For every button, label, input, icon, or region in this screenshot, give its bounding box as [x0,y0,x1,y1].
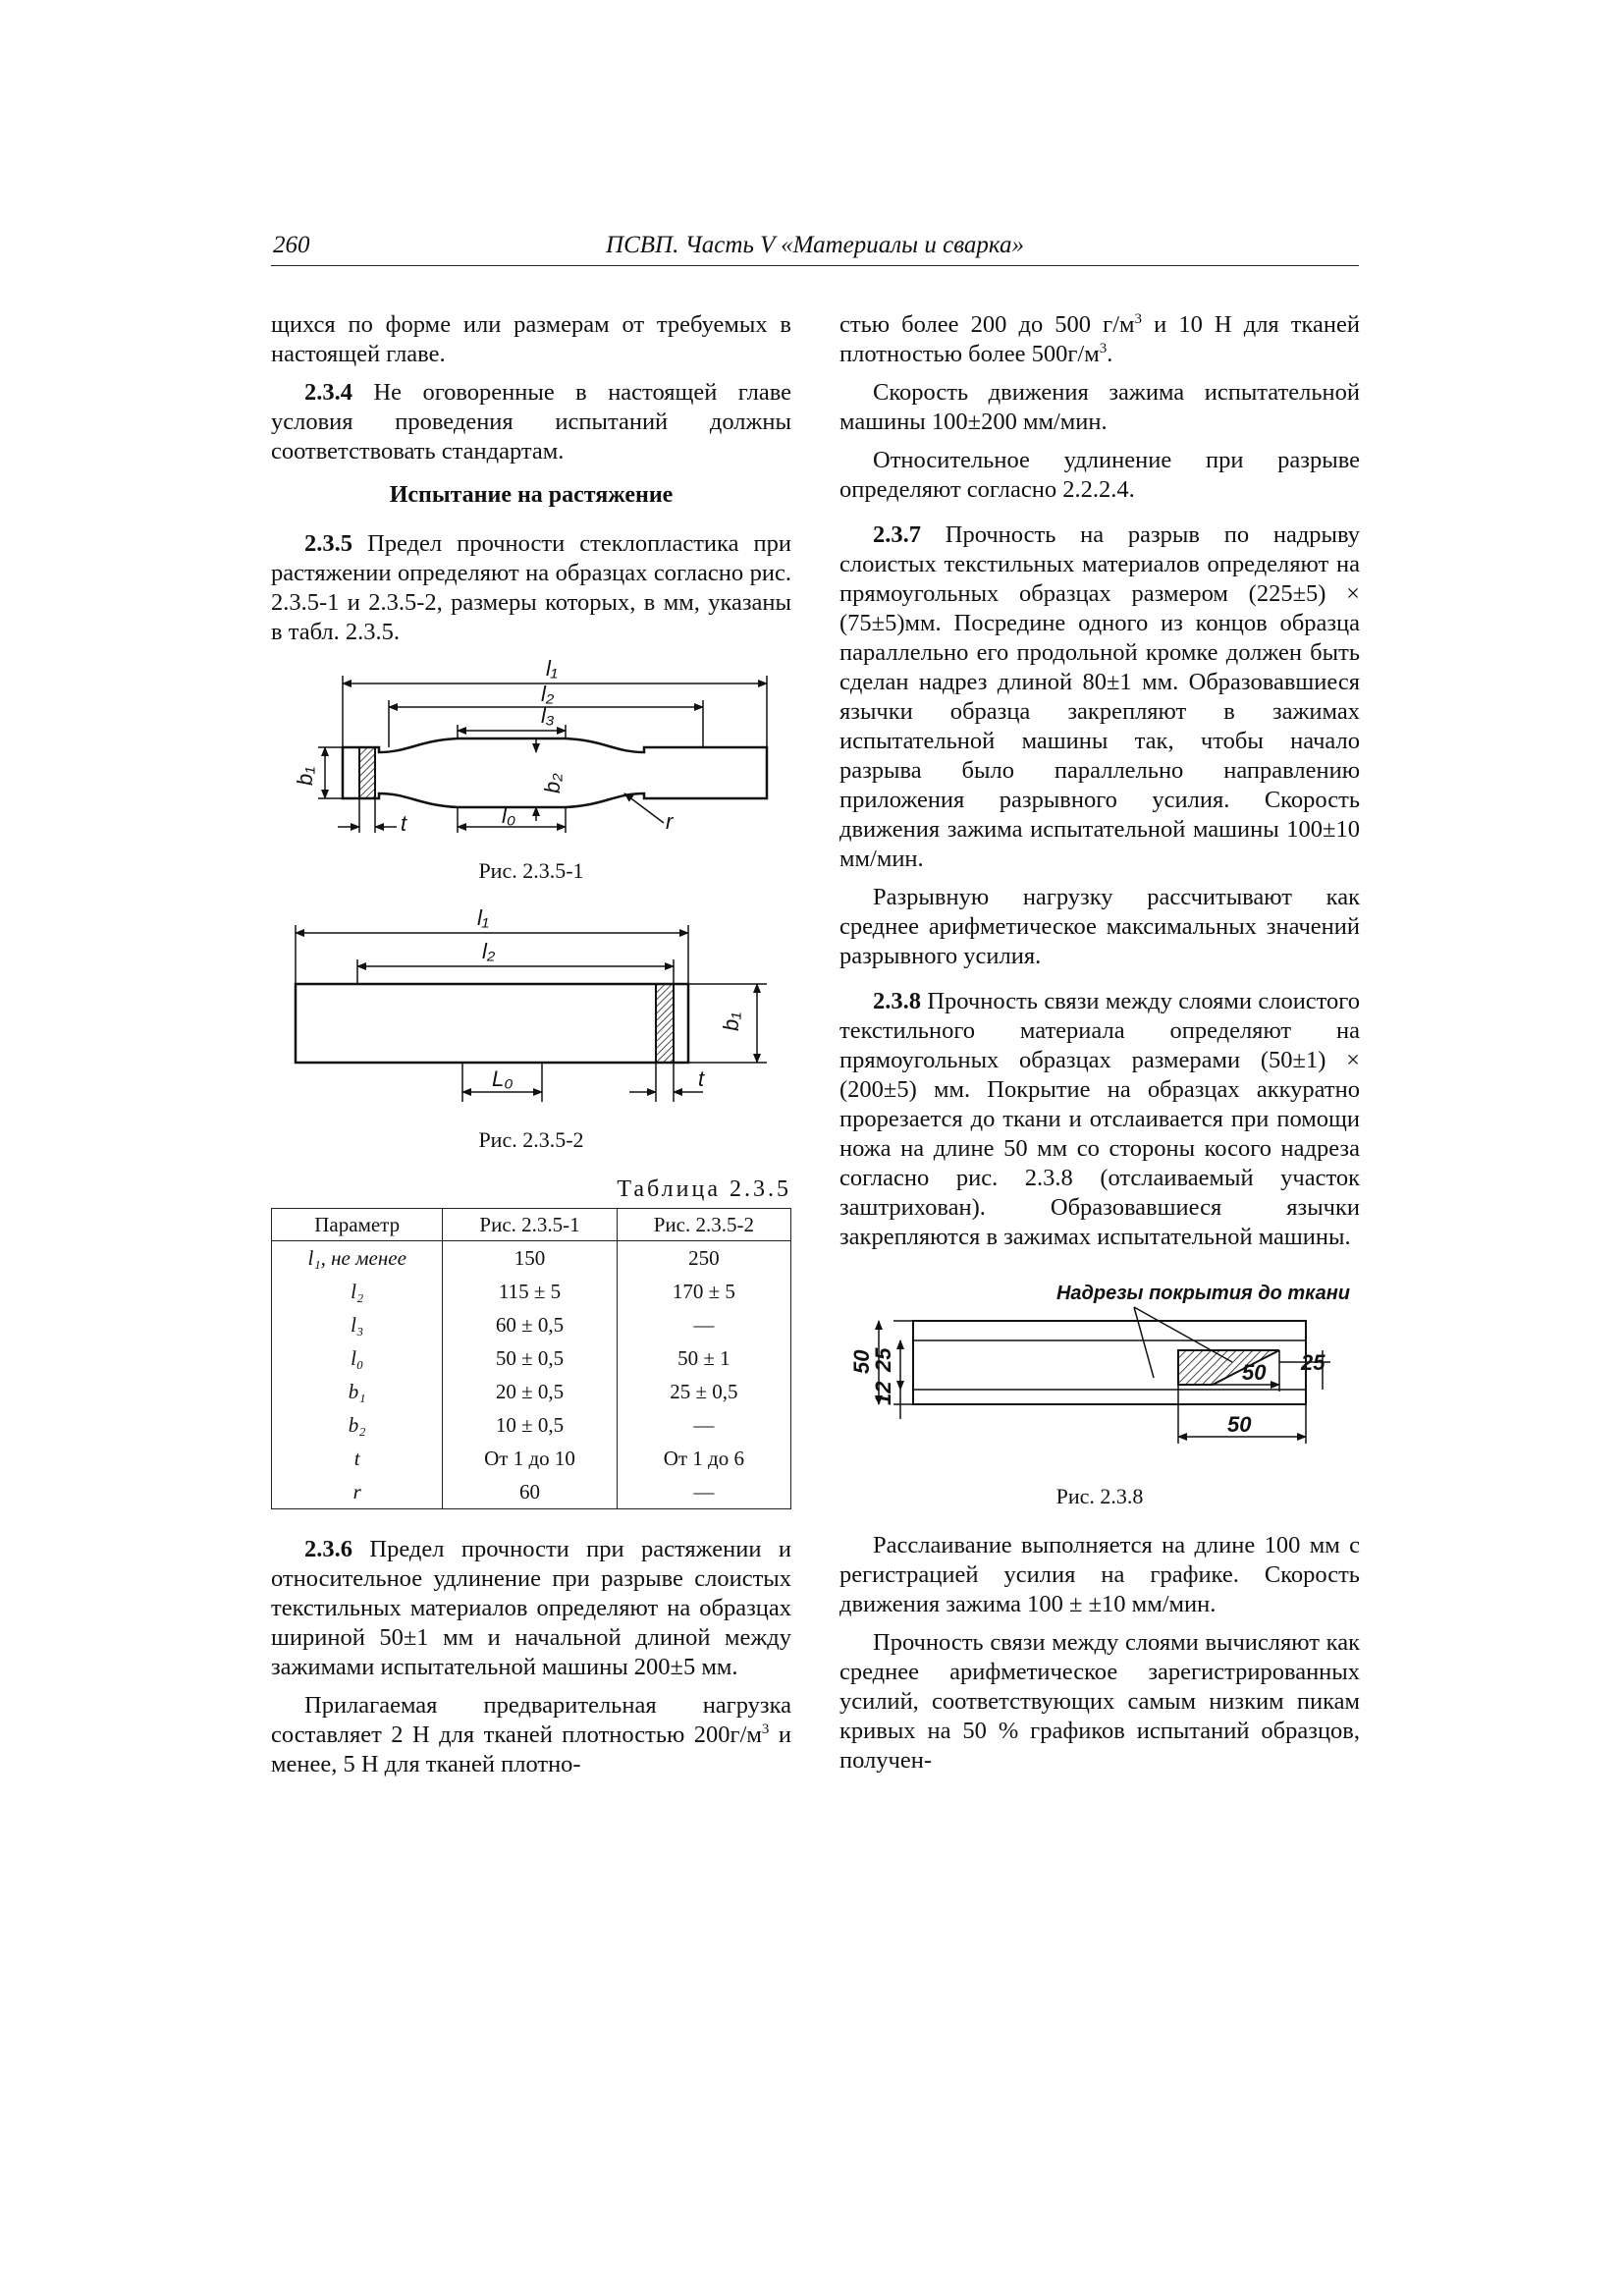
dim-50-vertical: 50 [849,1349,874,1374]
paragraph-2-3-7: 2.3.7 Прочность на разрыв по надрыву слоистых текстильных материалов определяют на прямоугольных образцах размером (225±5) × (75±5)мм. Посредине одного из концов образца параллельно его продольной кромке должен быть сделан надрез длиной 80±1 мм. Образовавшиеся язычки образца закрепляют в зажимах испытательной машины так, чтобы начало разрыва было параллельно направлению приложения разрывного усилия. Скорость движения зажима испытательной машины 100±10 мм/мин. [839,521,1360,872]
table-row: r 60 — [272,1475,791,1509]
paragraph: стью более 200 до 500 $г/м^3$ и 10 Н для тканей плотностью более $500г/м^3$. [839,310,1360,367]
dim-50-cut: 50 [1242,1360,1267,1385]
dim-25-vertical: 25 [871,1347,895,1372]
peel-specimen-drawing [839,1272,1360,1468]
dim-b1-label: b₁ [293,766,317,786]
paragraph: Прочность связи между слоями вычисляют как среднее арифметическое зарегистрированных усилий, соответствующих самым низким пикам кривых на 50 % графиков испытаний образцов, получен- [839,1629,1360,1774]
dogbone-specimen-drawing [271,656,791,843]
dim-L0-label: L₀ [492,1066,514,1091]
figure-caption: Рис. 2.3.5-2 [478,1127,584,1152]
paragraph-2-3-4: 2.3.4 Не оговоренные в настоящей главе условия проведения испытаний должны соответствовать стандартам. [271,379,791,465]
figure-2-3-5-2 [271,905,791,1155]
paragraph-2-3-5: 2.3.5 Предел прочности стеклопластика при растяжении определяют на образцах согласно рис. 2.3.5-1 и 2.3.5-2, размеры которых, в мм, указаны в табл. 2.3.5. [271,530,791,645]
dim-l1-label: l₁ [477,905,489,930]
paragraph: Разрывную нагрузку рассчитывают как среднее арифметическое максимальных значений разрывного усилия. [839,884,1360,969]
paragraph-2-3-8: 2.3.8 Прочность связи между слоями слоистого текстильного материала определяют на прямоугольных образцах размерами (50±1) × (200±5) мм. Покрытие на образцах аккуратно прорезается до ткани и отслаивается при помощи ножа на длине 50 мм со стороны косого надреза согласно рис. 2.3.8 (отслаиваемый участок заштрихован). Образовавшиеся язычки закрепляются в зажимах испытательной машины. [839,988,1360,1250]
table-caption: Таблица 2.3.5 [617,1176,791,1202]
dim-b1-label: b₁ [719,1011,743,1031]
dim-l1-label: l₁ [546,656,558,681]
paragraph-2-3-6: 2.3.6 Предел прочности при растяжении и относительное удлинение при разрыве слоистых текстильных материалов определяют на образцах шириной 50±1 мм и начальной длиной между зажимами испытательной машины 200±5 мм. [271,1536,791,1680]
paragraph: Относительное удлинение при разрыве определяют согласно 2.2.2.4. [839,447,1360,503]
table-row: l₃ 60 ± 0,5 — [272,1308,791,1341]
table-row: l₂ 115 ± 5 170 ± 5 [272,1275,791,1308]
dim-t-label: t [401,811,407,836]
table-row: l₁, не менее 150 250 [272,1241,791,1276]
paragraph: Расслаивание выполняется на длине 100 мм с регистрацией усилия на графике. Скорость движения зажима 100 ± ±10 мм/мин. [839,1532,1360,1617]
figure-2-3-5-1 [271,656,791,886]
paragraph: щихся по форме или размерам от требуемых в настоящей главе. [271,311,791,367]
parameters-table [271,1208,791,1509]
table-row: l₀ 50 ± 0,5 50 ± 1 [272,1341,791,1375]
right-column [839,310,1360,1784]
dim-12-vertical: 12 [871,1381,895,1405]
dim-l2-label: l₂ [482,939,496,963]
table-row: b₁ 20 ± 0,5 25 ± 0,5 [272,1375,791,1408]
left-column [271,310,791,1788]
dim-b2-label: b₂ [540,773,565,793]
page-number: 260 [273,232,310,258]
dim-r-label: r [666,809,674,834]
dim-25-right: 25 [1301,1350,1325,1375]
running-header [271,232,1359,266]
paragraph: Скорость движения зажима испытательной машины 100±200 мм/мин. [839,379,1360,435]
running-title: ПСВП. Часть V «Материалы и сварка» [606,232,1024,258]
figure-caption: Рис. 2.3.5-1 [478,858,584,883]
table-header: Рис. 2.3.5-2 [617,1209,790,1241]
figure-title: Надрезы покрытия до ткани [1055,1283,1350,1304]
table-header: Рис. 2.3.5-1 [443,1209,617,1241]
table-header: Параметр [272,1209,443,1241]
section-heading: Испытание на растяжение [389,482,674,508]
dim-l0-label: l₀ [502,803,516,828]
figure-2-3-8 [839,1272,1360,1511]
table-row: t От 1 до 10 От 1 до 6 [272,1442,791,1475]
rectangular-specimen-drawing [271,905,791,1112]
dim-l3-label: l₃ [541,703,555,728]
table-row: b₂ 10 ± 0,5 — [272,1408,791,1442]
dim-t-label: t [698,1066,705,1091]
paragraph: Прилагаемая предварительная нагрузка составляет 2 Н для тканей плотностью $200г/м^3$ и менее, 5 Н для тканей плотно- [271,1692,791,1777]
dim-l2-label: l₂ [541,682,555,706]
dim-50-bottom: 50 [1227,1412,1252,1437]
figure-caption: Рис. 2.3.8 [1055,1484,1144,1508]
